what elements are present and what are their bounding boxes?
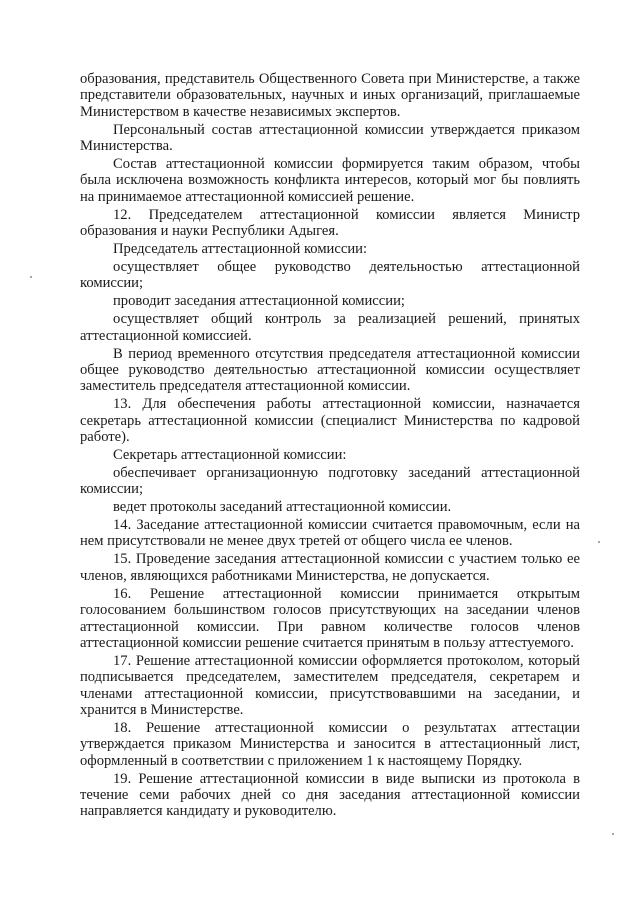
paragraph-18: 18. Решение аттестационной комиссии о результатах аттестации утверждается приказом Министерства и заносится в аттестационный лист, оформленный в соответствии с приложением 1 к настоящему Порядку. (80, 719, 580, 769)
paragraph-9: В период временного отсутствия председателя аттестационной комиссии общее руководство деятельностью аттестационной комиссии осуществляет заместитель председателя аттестационной комиссии. (80, 345, 580, 395)
document-body (80, 71, 580, 820)
paragraph-6: осуществляет общее руководство деятельностью аттестационной комиссии; (80, 258, 580, 292)
scan-speck (598, 541, 600, 543)
paragraph-15: 15. Проведение заседания аттестационной комиссии с участием только ее членов, являющихся работниками Министерства, не допускается. (80, 551, 580, 584)
paragraph-11: Секретарь аттестационной комиссии: (113, 446, 347, 463)
paragraph-4: 12. Председателем аттестационной комиссии является Министр образования и науки Республики Адыгея. (80, 206, 580, 240)
paragraph-14: 14. Заседание аттестационной комиссии считается правомочным, если на нем присутствовали не менее двух третей от общего числа ее членов. (80, 517, 580, 550)
paragraph-10: 13. Для обеспечения работы аттестационной комиссии, назначается секретарь аттестационной комиссии (специалист Министерства по кадровой работе). (80, 396, 580, 446)
paragraph-12: обеспечивает организационную подготовку заседаний аттестационной комиссии; (80, 464, 580, 498)
paragraph-1: образования, представитель Общественного Совета при Министерстве, а также представители образовательных, научных и иных организаций, приглашаемые Министерством в качестве независимых экспертов. (80, 71, 580, 120)
paragraph-7: проводит заседания аттестационной комиссии; (113, 293, 405, 310)
scan-speck (612, 833, 614, 835)
paragraph-5: Председатель аттестационной комиссии: (113, 241, 367, 258)
paragraph-17: 17. Решение аттестационной комиссии оформляется протоколом, который подписывается председателем, заместителем председателя, секретарем и членами аттестационной комиссии, присутствовавшими на заседании, и хранится в Министерстве. (80, 652, 580, 719)
paragraph-13: ведет протоколы заседаний аттестационной комиссии. (113, 499, 452, 516)
paragraph-19: 19. Решение аттестационной комиссии в виде выписки из протокола в течение семи рабочих дней со дня заседания аттестационной комиссии направляется кандидату и руководителю. (80, 770, 580, 820)
paragraph-2: Персональный состав аттестационной комиссии утверждается приказом Министерства. (80, 121, 580, 155)
paragraph-3: Состав аттестационной комиссии формируется таким образом, чтобы была исключена возможность конфликта интересов, который мог бы повлиять на принимаемое аттестационной комиссией решение. (80, 156, 580, 205)
paragraph-16: 16. Решение аттестационной комиссии принимается открытым голосованием большинством голосов присутствующих на заседании членов аттестационной комиссии. При равном количестве голосов членов аттестационной комиссии решение считается принятым в пользу аттестуемого. (80, 585, 580, 651)
paragraph-8: осуществляет общий контроль за реализацией решений, принятых аттестационной комиссией. (80, 311, 580, 344)
scan-speck (30, 276, 32, 278)
